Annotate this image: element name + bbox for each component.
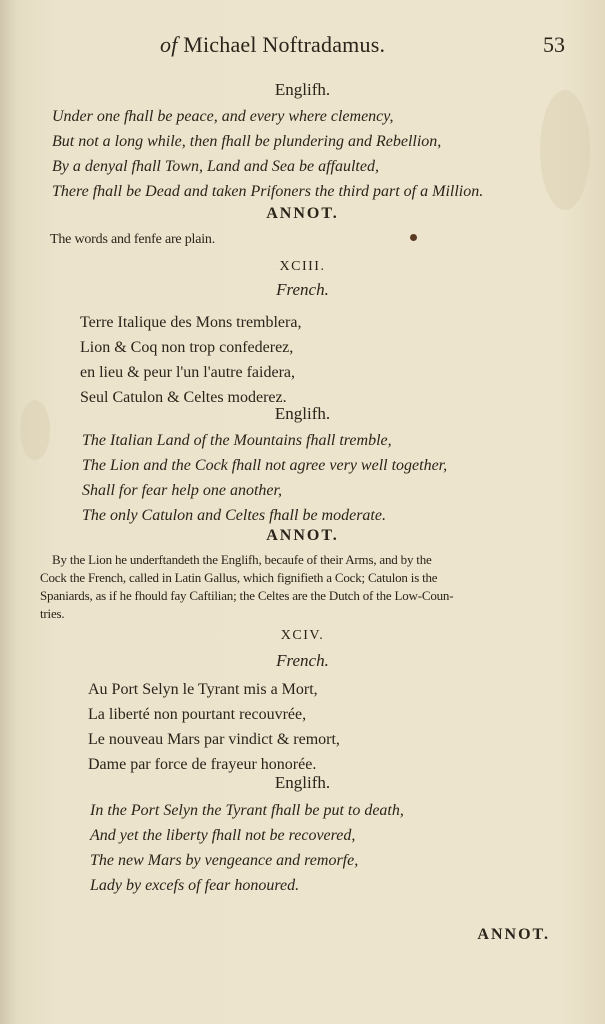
annotation-heading: ANNOT. — [266, 527, 339, 544]
verse-line: But not a long while, then fhall be plundering and Rebellion, — [52, 133, 442, 150]
verse-line: The Italian Land of the Mountains fhall tremble, — [82, 432, 392, 449]
verse-line: Le nouveau Mars par vindict & remort, — [88, 731, 340, 748]
section-heading-french: French. — [276, 651, 329, 670]
annotation-line: Cock the French, called in Latin Gallus, which fignifieth a Cock; Catulon is the — [40, 570, 438, 585]
verse-line: There fhall be Dead and taken Prifoners the third part of a Million. — [52, 183, 484, 200]
verse-line: By a denyal fhall Town, Land and Sea be affaulted, — [52, 158, 379, 175]
verse-line: And yet the liberty fhall not be recovered, — [90, 827, 356, 844]
ink-blot — [410, 234, 417, 241]
verse-line: The Lion and the Cock fhall not agree very well together, — [82, 457, 448, 474]
verse-line: Lion & Coq non trop confederez, — [80, 339, 294, 356]
section-heading-english: Englifh. — [274, 773, 331, 792]
verse-line: Lady by excefs of fear honoured. — [90, 877, 300, 894]
french-verse-block — [80, 310, 560, 410]
section-heading-french: French. — [276, 280, 329, 299]
verse-line: La liberté non pourtant recouvrée, — [88, 706, 307, 723]
verse-line: Terre Italique des Mons tremblera, — [80, 314, 302, 331]
verse-line: The new Mars by vengeance and remorfe, — [90, 852, 359, 869]
verse-line: The only Catulon and Celtes fhall be moderate. — [82, 507, 386, 524]
verse-line: In the Port Selyn the Tyrant fhall be put to death, — [90, 802, 404, 819]
annotation-paragraph — [40, 551, 575, 623]
verse-line: en lieu & peur l'un l'autre faidera, — [80, 364, 296, 381]
annotation-text: The words and fenfe are plain. — [50, 232, 216, 247]
quatrain-number: XCIV. — [280, 628, 325, 643]
page-number: 53 — [543, 32, 565, 57]
section-heading-english: Englifh. — [274, 404, 331, 423]
annotation-line: By the Lion he underftandeth the Englifh, becaufe of their Arms, and by the — [52, 552, 432, 567]
verse-line: Seul Catulon & Celtes moderez. — [80, 389, 287, 406]
verse-line: Au Port Selyn le Tyrant mis a Mort, — [88, 681, 318, 698]
annotation-line: Spaniards, as if he fhould fay Caftilian; the Celtes are the Dutch of the Low-Coun- — [40, 588, 454, 603]
english-verse-block — [82, 428, 592, 528]
verse-line: Dame par force de frayeur honorée. — [88, 756, 317, 773]
english-verse-block — [52, 104, 592, 204]
verse-line: Shall for fear help one another, — [82, 482, 282, 499]
quatrain-number: XCIII. — [279, 259, 326, 274]
annotation-heading: ANNOT. — [266, 205, 339, 222]
french-verse-block — [88, 677, 568, 777]
verse-line: Under one fhall be peace, and every where clemency, — [52, 108, 394, 125]
running-title: of Michael Noftradamus. — [160, 32, 386, 57]
catchword: ANNOT. — [477, 926, 550, 943]
running-header — [0, 30, 605, 64]
section-heading-english: Englifh. — [274, 80, 331, 99]
annotation-line: tries. — [40, 606, 65, 621]
english-verse-block — [90, 798, 590, 898]
